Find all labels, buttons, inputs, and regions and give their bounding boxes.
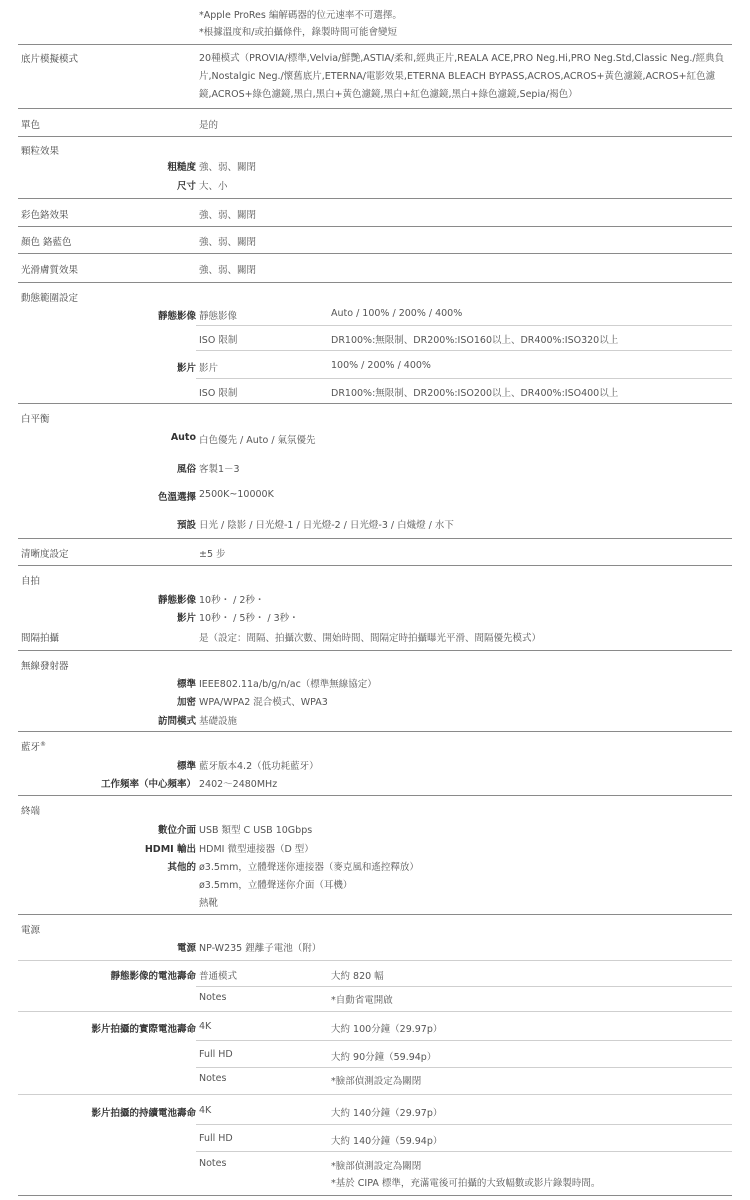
divider xyxy=(18,914,732,915)
divider xyxy=(18,1195,732,1196)
divider xyxy=(18,1011,732,1012)
registered-mark: ® xyxy=(40,740,47,748)
wb-temp-value: 2500K~10000K xyxy=(199,489,274,500)
cont-notes-value-1: *臉部偵測設定為關閉 xyxy=(331,1161,422,1172)
still-notes-value: *自動省電開啟 xyxy=(331,995,393,1006)
dr-movie-name: 影片 xyxy=(199,363,219,374)
cont-fhd-value: 大約 140分鐘（59.94p） xyxy=(331,1136,443,1147)
wb-temp-label: 色溫選擇 xyxy=(157,492,196,503)
temperature-note: *根據溫度和/或拍攝條件，錄製時間可能會變短 xyxy=(199,27,397,38)
actual-4k-value: 大約 100分鐘（29.97p） xyxy=(331,1024,443,1035)
power-source-value: NP-W235 鋰離子電池（附） xyxy=(199,943,322,954)
dr-movie-label: 影片 xyxy=(176,363,196,374)
divider xyxy=(18,136,732,137)
wireless-access-label: 訪問模式 xyxy=(157,716,196,727)
terminal-other-label: 其他的 xyxy=(167,862,196,873)
movie-cont-battery-label: 影片拍攝的持續電池壽命 xyxy=(91,1108,196,1119)
color-chrome-blue-label: 顏色 鉻藍色 xyxy=(21,237,72,248)
wireless-access-value: 基礎設施 xyxy=(199,716,238,727)
wb-custom-label: 風俗 xyxy=(176,464,196,475)
divider xyxy=(18,403,732,404)
dr-still-value: Auto / 100% / 200% / 400% xyxy=(331,308,463,319)
wb-custom-value: 客製1－3 xyxy=(199,464,240,475)
cont-4k-value: 大約 140分鐘（29.97p） xyxy=(331,1108,443,1119)
prores-note: *Apple ProRes 編解碼器的位元速率不可選擇。 xyxy=(199,10,402,21)
actual-notes-value: *臉部偵測設定為關閉 xyxy=(331,1076,422,1087)
divider xyxy=(196,378,732,379)
self-timer-movie-value: 10秒・ / 5秒・ / 3秒・ xyxy=(199,613,299,624)
film-sim-label: 底片模擬模式 xyxy=(21,54,79,65)
bluetooth-freq-value: 2402～2480MHz xyxy=(199,779,278,790)
sharpness-label: 清晰度設定 xyxy=(21,549,69,560)
wb-auto-value: 白色優先 / Auto / 氣氛優先 xyxy=(199,435,316,446)
wireless-enc-value: WPA/WPA2 混合模式、WPA3 xyxy=(199,697,328,708)
mono-value: 是的 xyxy=(199,120,219,131)
cont-notes-value-2: *基於 CIPA 標準，充滿電後可拍攝的大致幅數或影片錄製時間。 xyxy=(331,1178,601,1189)
terminal-digital-value: USB 類型 C USB 10Gbps xyxy=(199,825,313,836)
interval-label: 間隔拍攝 xyxy=(21,633,60,644)
interval-value: 是（設定：間隔、拍攝次數、開始時間、間隔定時拍攝曝光平滑、間隔優先模式） xyxy=(199,633,542,644)
dr-still-iso-label: ISO 限制 xyxy=(199,335,238,346)
still-notes-label: Notes xyxy=(199,992,227,1003)
divider xyxy=(18,1094,732,1095)
divider xyxy=(18,253,732,254)
self-timer-still-value: 10秒・ / 2秒・ xyxy=(199,595,265,606)
bluetooth-std-value: 藍牙版本4.2（低功耗藍牙） xyxy=(199,761,319,772)
divider xyxy=(196,1067,732,1068)
divider xyxy=(18,44,732,45)
power-source-label: 電源 xyxy=(176,943,196,954)
divider xyxy=(18,198,732,199)
terminal-digital-label: 數位介面 xyxy=(157,825,196,836)
terminal-hdmi-label: HDMI 輸出 xyxy=(144,844,196,855)
wireless-std-value: IEEE802.11a/b/g/n/ac（標準無線協定） xyxy=(199,679,377,690)
color-chrome-value: 強、弱、關閉 xyxy=(199,210,257,221)
bluetooth-std-label: 標準 xyxy=(176,761,196,772)
grain-roughness-label: 粗糙度 xyxy=(167,162,196,173)
self-timer-still-label: 靜態影像 xyxy=(157,595,196,606)
divider xyxy=(196,1040,732,1041)
wb-label: 白平衡 xyxy=(21,414,50,425)
bluetooth-label: 藍牙® xyxy=(21,740,47,753)
dr-still-name: 靜態影像 xyxy=(199,311,238,322)
wb-preset-value: 日光 / 陰影 / 日光燈-1 / 日光燈-2 / 日光燈-3 / 白熾燈 / 水下 xyxy=(199,520,454,531)
divider xyxy=(196,986,732,987)
divider xyxy=(18,108,732,109)
divider xyxy=(196,350,732,351)
actual-notes-label: Notes xyxy=(199,1073,227,1084)
movie-actual-battery-label: 影片拍攝的實際電池壽命 xyxy=(91,1024,196,1035)
smooth-skin-label: 光滑膚質效果 xyxy=(21,265,79,276)
divider xyxy=(18,565,732,566)
terminal-other-value-1: ø3.5mm，立體聲迷你連接器（麥克風和遙控釋放） xyxy=(199,862,419,873)
dr-still-iso-value: DR100%:無限制、DR200%:ISO160以上、DR400%:ISO320以上 xyxy=(331,335,619,346)
smooth-skin-value: 強、弱、關閉 xyxy=(199,265,257,276)
actual-fhd-label: Full HD xyxy=(199,1049,233,1060)
actual-4k-label: 4K xyxy=(199,1021,212,1032)
wireless-enc-label: 加密 xyxy=(176,697,196,708)
divider xyxy=(18,538,732,539)
dr-label: 動態範圍設定 xyxy=(21,293,79,304)
dr-still-label: 靜態影像 xyxy=(157,311,196,322)
cont-notes-label: Notes xyxy=(199,1158,227,1169)
still-battery-shots: 大約 820 幅 xyxy=(331,971,384,982)
color-chrome-blue-value: 強、弱、關閉 xyxy=(199,237,257,248)
film-sim-value: 20種模式（PROVIA/標準,Velvia/鮮艷,ASTIA/柔和,經典正片,REALA ACE,PRO Neg.Hi,PRO Neg.Std,Classic Neg./經典負片,Nostalgic Neg./懷舊底片,ETERNA/電影效果,ETERNA BLEACH BYPASS,ACROS,ACROS+黃色濾鏡,ACROS+紅色濾鏡,ACROS+綠色濾鏡,黑白,黑白+黃色濾鏡,黑白+紅色濾鏡,黑白+綠色濾鏡,Sepia/褐色） xyxy=(199,53,725,100)
still-battery-label: 靜態影像的電池壽命 xyxy=(110,971,196,982)
divider xyxy=(18,226,732,227)
divider xyxy=(18,960,732,961)
wireless-label: 無線發射器 xyxy=(21,661,69,672)
grain-roughness-value: 強、弱、關閉 xyxy=(199,162,257,173)
cont-4k-label: 4K xyxy=(199,1105,212,1116)
power-label: 電源 xyxy=(21,925,41,936)
self-timer-movie-label: 影片 xyxy=(176,613,196,624)
grain-size-value: 大、小 xyxy=(199,181,228,192)
terminal-hdmi-value: HDMI 微型連接器（D 型） xyxy=(199,844,314,855)
divider xyxy=(18,650,732,651)
dr-movie-iso-value: DR100%:無限制、DR200%:ISO200以上、DR400%:ISO400以上 xyxy=(331,388,619,399)
wb-preset-label: 預設 xyxy=(176,520,196,531)
divider xyxy=(18,282,732,283)
wireless-std-label: 標準 xyxy=(176,679,196,690)
color-chrome-label: 彩色鉻效果 xyxy=(21,210,69,221)
divider xyxy=(18,795,732,796)
divider xyxy=(196,325,732,326)
divider xyxy=(196,1124,732,1125)
divider xyxy=(196,1151,732,1152)
grain-label: 顆粒效果 xyxy=(21,146,60,157)
cont-fhd-label: Full HD xyxy=(199,1133,233,1144)
grain-size-label: 尺寸 xyxy=(176,181,196,192)
dr-movie-iso-label: ISO 限制 xyxy=(199,388,238,399)
terminal-other-value-2: ø3.5mm，立體聲迷你介面（耳機） xyxy=(199,880,353,891)
mono-label: 單色 xyxy=(21,120,41,131)
sharpness-value: ±5 步 xyxy=(199,549,226,560)
terminal-other-value-3: 熱靴 xyxy=(199,898,219,909)
dr-movie-value: 100% / 200% / 400% xyxy=(331,360,431,371)
self-timer-label: 自拍 xyxy=(21,576,41,587)
bluetooth-freq-label: 工作頻率（中心頻率） xyxy=(100,779,196,790)
terminal-label: 終端 xyxy=(21,806,41,817)
wb-auto-label: Auto xyxy=(170,432,196,443)
still-battery-mode: 普通模式 xyxy=(199,971,238,982)
actual-fhd-value: 大約 90分鐘（59.94p） xyxy=(331,1052,437,1063)
divider xyxy=(18,731,732,732)
